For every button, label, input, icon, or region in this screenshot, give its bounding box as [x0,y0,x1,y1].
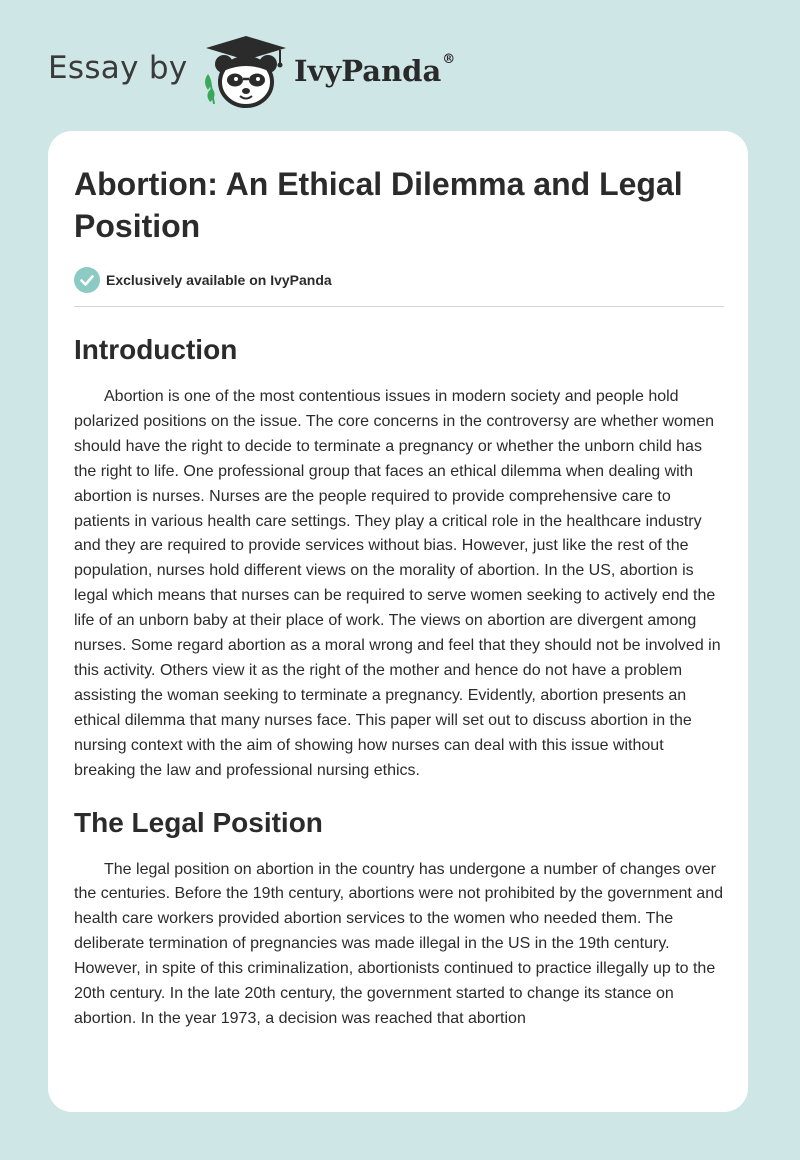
brand-name[interactable] [294,54,455,88]
registered-mark: ® [442,52,456,67]
essay-by-label: Essay by [48,50,188,86]
brand-name-text: IvyPanda [294,54,442,88]
section-body-introduction: Abortion is one of the most contentious issues in modern society and people hold polarized positions on the issue. The core concerns in the controversy are whether women should have the right to decide to terminate a pregnancy or whether the unborn child has the right to life. One professional group that faces an ethical dilemma when dealing with abortion is nurses. Nurses are the people required to provide comprehensive care to patients in various health care settings. They play a critical role in the healthcare industry and they are required to provide services without bias. However, just like the rest of the population, nurses hold different views on the morality of abortion. In the US, abortion is legal which means that nurses can be required to serve women seeking to actively end the life of an unborn baby at their place of work. The views on abortion are divergent among nurses. Some regard abortion as a moral wrong and feel that they should not be involved in this activity. Others view it as the right of the mother and hence do not have a problem assisting the woman seeking to terminate a pregnancy. Evidently, abortion presents an ethical dilemma that many nurses face. This paper will set out to discuss abortion in the nursing context with the aim of showing how nurses can deal with this issue without breaking the law and professional nursing ethics. [74,388,721,779]
ivypanda-logo-icon[interactable] [200,34,292,110]
site-header [48,30,528,110]
section-heading-legal-position: The Legal Position [74,806,323,838]
title-divider [74,306,724,307]
essay-title: Abortion: An Ethical Dilemma and Legal Position [74,166,683,244]
section-body-legal-position: The legal position on abortion in the country has undergone a number of changes over the centuries. Before the 19th century, abortions were not prohibited by the government and health care workers provided abortion services to the women who needed them. The deliberate termination of pregnancies was made illegal in the US in the 19th century. However, in spite of this criminalization, abortionists continued to practice illegally up to the 20th century. In the late 20th century, the government started to change its stance on abortion. In the year 1973, a decision was reached that abortion [74,860,723,1027]
essay-content [74,163,726,1032]
check-icon [74,267,100,293]
section-heading-introduction: Introduction [74,334,238,365]
essay-card [48,131,748,1112]
exclusive-badge [74,267,726,293]
exclusive-label: Exclusively available on IvyPanda [106,272,332,288]
